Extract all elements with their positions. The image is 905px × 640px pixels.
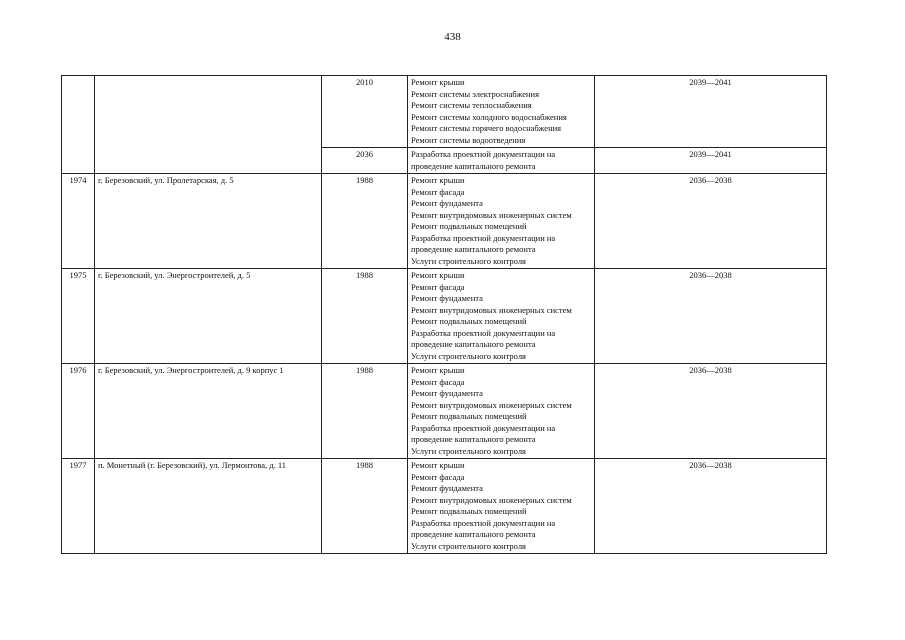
work-item: проведение капитального ремонта: [411, 529, 536, 539]
address-cell: г. Березовский, ул. Энергостроителей, д. 9 корпус 1: [95, 364, 322, 459]
period-cell: 2036—2038: [595, 269, 827, 364]
work-item: Услуги строительного контроля: [411, 540, 526, 551]
work-item: Разработка проектной документации на: [411, 149, 556, 159]
works-cell: [408, 364, 595, 459]
table-row: [62, 364, 827, 459]
table-row: [62, 459, 827, 554]
year-cell: 2036: [322, 148, 408, 174]
work-item: Ремонт системы горячего водоснабжения: [411, 123, 562, 133]
work-item: Ремонт фасада: [411, 281, 465, 292]
address-cell: г. Березовский, ул. Пролетарская, д. 5: [95, 174, 322, 269]
work-item: Разработка проектной документации на: [411, 232, 556, 243]
work-item: Услуги строительного контроля: [411, 350, 526, 361]
table-row: [62, 76, 827, 148]
work-item: Ремонт подвальных помещений: [411, 411, 527, 421]
work-item: Ремонт системы теплоснабжения: [411, 100, 532, 110]
work-item: проведение капитального ремонта: [411, 244, 536, 254]
year-cell: 1988: [322, 269, 408, 364]
works-cell: [408, 174, 595, 269]
work-item: Ремонт крыши: [411, 77, 465, 87]
period-cell: 2039—2041: [595, 148, 827, 174]
year-cell: 1988: [322, 174, 408, 269]
period-cell: 2039—2041: [595, 76, 827, 148]
period-cell: 2036—2038: [595, 459, 827, 554]
work-item: Ремонт крыши: [411, 175, 465, 185]
year-cell: 1988: [322, 364, 408, 459]
capital-repair-table: [61, 75, 827, 554]
table-row: [62, 269, 827, 364]
work-item: проведение капитального ремонта: [411, 339, 536, 349]
row-number-cell: [62, 76, 95, 174]
work-item: Ремонт подвальных помещений: [411, 506, 527, 516]
work-item: Услуги строительного контроля: [411, 255, 526, 266]
work-item: Ремонт системы холодного водоснабжения: [411, 111, 567, 122]
work-item: проведение капитального ремонта: [411, 160, 536, 171]
work-item: проведение капитального ремонта: [411, 434, 536, 444]
work-item: Ремонт внутридомовых инженерных систем: [411, 494, 572, 505]
work-item: Разработка проектной документации на: [411, 422, 556, 433]
work-item: Ремонт внутридомовых инженерных систем: [411, 399, 572, 410]
work-item: Разработка проектной документации на: [411, 327, 556, 338]
row-number-cell: 1975: [62, 269, 95, 364]
row-number-cell: 1974: [62, 174, 95, 269]
page-number: 438: [444, 31, 461, 43]
works-cell: [408, 76, 595, 148]
work-item: Ремонт внутридомовых инженерных систем: [411, 304, 572, 315]
work-item: Ремонт подвальных помещений: [411, 221, 527, 231]
work-item: Ремонт системы водоотведения: [411, 134, 526, 145]
year-cell: 1988: [322, 459, 408, 554]
work-item: Ремонт фасада: [411, 186, 465, 197]
work-item: Ремонт фундамента: [411, 388, 483, 398]
row-number-cell: 1977: [62, 459, 95, 554]
work-item: Ремонт крыши: [411, 365, 465, 375]
table-row: [62, 174, 827, 269]
work-item: Ремонт крыши: [411, 460, 465, 470]
work-item: Ремонт фасада: [411, 376, 465, 387]
work-item: Ремонт фасада: [411, 471, 465, 482]
work-item: Ремонт крыши: [411, 270, 465, 280]
address-cell: [95, 76, 322, 174]
work-item: Ремонт внутридомовых инженерных систем: [411, 209, 572, 220]
works-cell: [408, 269, 595, 364]
year-cell: 2010: [322, 76, 408, 148]
address-cell: п. Монетный (г. Березовский), ул. Лермонтова, д. 11: [95, 459, 322, 554]
works-cell: [408, 459, 595, 554]
address-cell: г. Березовский, ул. Энергостроителей, д. 5: [95, 269, 322, 364]
work-item: Ремонт подвальных помещений: [411, 316, 527, 326]
work-item: Ремонт фундамента: [411, 293, 483, 303]
work-item: Разработка проектной документации на: [411, 517, 556, 528]
work-item: Ремонт системы электроснабжения: [411, 88, 540, 99]
work-item: Ремонт фундамента: [411, 198, 483, 208]
row-number-cell: 1976: [62, 364, 95, 459]
works-cell: [408, 148, 595, 174]
table-body: [62, 76, 827, 554]
period-cell: 2036—2038: [595, 364, 827, 459]
work-item: Ремонт фундамента: [411, 483, 483, 493]
period-cell: 2036—2038: [595, 174, 827, 269]
work-item: Услуги строительного контроля: [411, 445, 526, 456]
